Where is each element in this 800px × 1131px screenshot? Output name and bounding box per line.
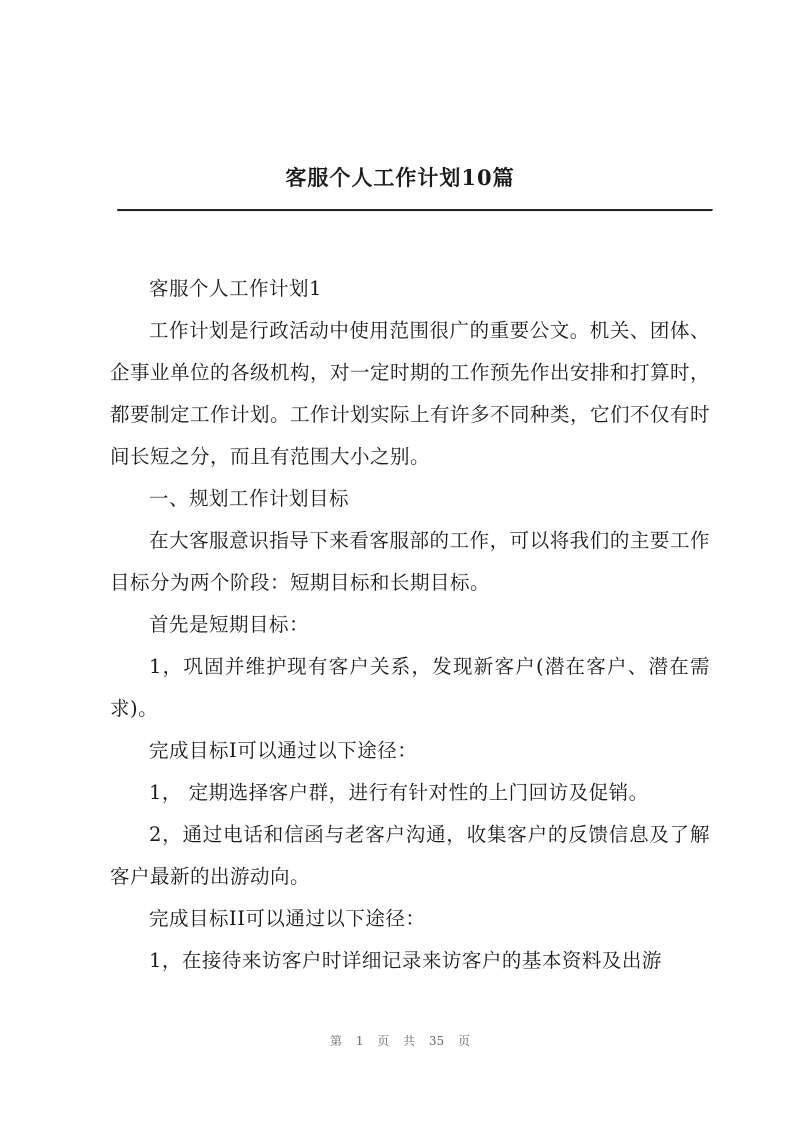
section-heading: 客服个人工作计划1 [149,277,322,300]
section-subheading: 一、规划工作计划目标 [149,487,350,510]
list-item: 2，通过电话和信函与老客户沟通，收集客户的反馈信息及了解客户最新的出游动向。 [110,823,710,888]
title-divider [117,209,713,212]
page-footer: 第 1 页 共 35 页 [330,1034,470,1048]
list-item: 1，在接待来访客户时详细记录来访客户的基本资料及出游 [149,949,662,972]
body-paragraph: 在大客服意识指导下来看客服部的工作，可以将我们的主要工作目标分为两个阶段：短期目标和长期目标。 [110,529,710,594]
list-item: 1， 定期选择客户群，进行有针对性的上门回访及促销。 [149,781,649,804]
list-item: 1，巩固并维护现有客户关系，发现新客户(潜在客户、潜在需求)。 [110,655,710,720]
body-paragraph: 完成目标I可以通过以下途径： [149,739,418,762]
document-title: 客服个人工作计划10篇 [285,165,515,190]
body-paragraph: 工作计划是行政活动中使用范围很广的重要公文。机关、团体、企事业单位的各级机构，对一定时期的工作预先作出安排和打算时，都要制定工作计划。工作计划实际上有许多不同种类，它们不仅有时间长短之分，而且有范围大小之别。 [110,319,711,468]
document-body [110,268,710,982]
body-paragraph: 完成目标II可以通过以下途径： [149,907,426,930]
body-paragraph: 首先是短期目标： [149,613,310,636]
